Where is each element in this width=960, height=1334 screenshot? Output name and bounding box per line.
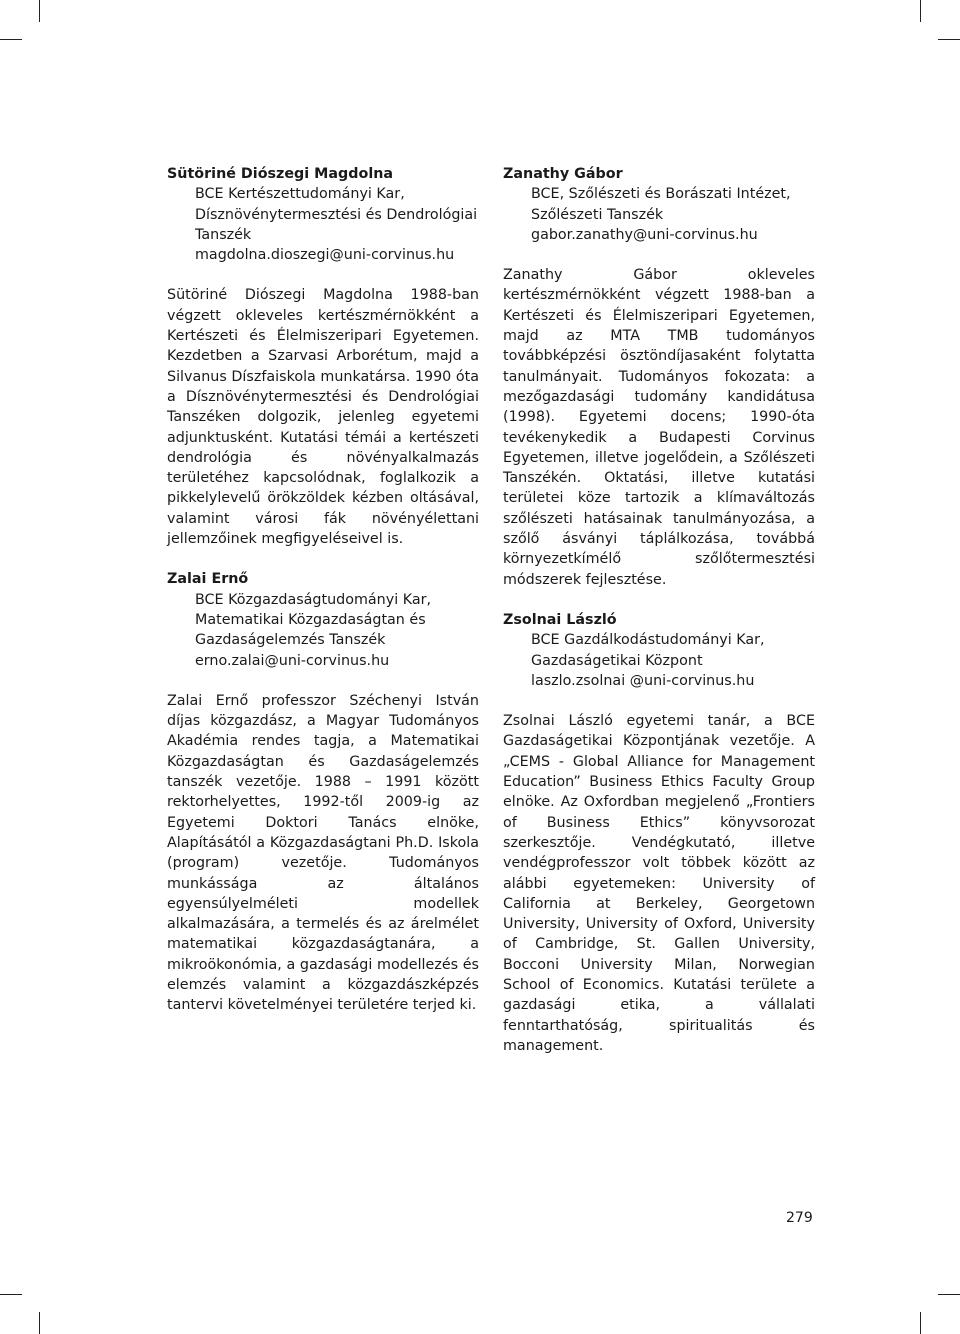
entry-name: Zanathy Gábor bbox=[503, 166, 623, 182]
affiliation-line: Dísznövénytermesztési és Dendrológiai bbox=[195, 206, 478, 223]
email: magdolna.dioszegi@uni-corvinus.hu bbox=[195, 247, 455, 264]
affiliation-line: Gazdaságetikai Központ bbox=[531, 652, 703, 669]
crop-mark-bottom-right-vertical bbox=[920, 1312, 921, 1334]
entry-affiliation bbox=[167, 590, 479, 671]
affiliation-line: Gazdaságelemzés Tanszék bbox=[195, 632, 386, 649]
crop-mark-top-right-horizontal bbox=[938, 39, 960, 40]
email: erno.zalai@uni-corvinus.hu bbox=[195, 652, 390, 669]
affiliation-line: BCE Kertészettudományi Kar, bbox=[195, 186, 405, 203]
entry-bio: Sütöriné Diószegi Magdolna 1988-ban végzett okleveles kertészmérnökként a Kertészeti és Élelmiszeripari Egyetemen. Kezdetben a Szarvasi Arborétum, majd a Silvanus Díszfaiskola munkatársa. 1990 óta a Dísznövénytermesztési és Dendrológiai Tanszéken dolgozik, jelenleg egyetemi adjunktusként. Kutatási témái a kertészeti dendrológia és növényalkalmazás területéhez kapcsolódnak, foglalkozik a pikkelylevelű örökzöldek kézben oltásával, valamint városi fák növényélettani jellemzőinek megfigyeléseivel is. bbox=[167, 287, 479, 548]
entry-affiliation bbox=[503, 184, 815, 245]
crop-mark-top-right-vertical bbox=[920, 0, 921, 22]
email: gabor.zanathy@uni-corvinus.hu bbox=[531, 226, 758, 243]
crop-mark-bottom-left-vertical bbox=[39, 1312, 40, 1334]
crop-mark-bottom-left-horizontal bbox=[0, 1294, 22, 1295]
right-column bbox=[503, 164, 815, 1076]
entry-bio: Zsolnai László egyetemi tanár, a BCE Gazdaságetikai Központjának vezetője. A „CEMS - Global Alliance for Management Education” Business Ethics Faculty Group elnöke. Az Oxfordban megjelenő „Frontiers of Business Ethics” könyvsorozat szerkesztője. Vendégkutató, illetve vendégprofesszor volt többek között az alábbi egyetemeken: University of California at Berkeley, Georgetown University, University of Oxford, University of Cambridge, St. Gallen University, Bocconi University Milan, Norwegian School of Economics. Kutatási területe a gazdasági etika, a vállalati fenntarthatóság, spiritualitás és management. bbox=[503, 713, 815, 1054]
crop-mark-top-left-horizontal bbox=[0, 39, 22, 40]
crop-mark-bottom-right-horizontal bbox=[938, 1294, 960, 1295]
email: laszlo.zsolnai @uni-corvinus.hu bbox=[531, 672, 755, 689]
entry-name: Zalai Ernő bbox=[167, 571, 249, 588]
entry-affiliation bbox=[167, 184, 479, 265]
affiliation-line: BCE Gazdálkodástudományi Kar, bbox=[531, 632, 765, 649]
entry-zanathy bbox=[503, 164, 815, 590]
affiliation-line: Tanszék bbox=[195, 226, 252, 243]
page-number: 279 bbox=[786, 1210, 813, 1226]
entry-name: Zsolnai László bbox=[503, 611, 617, 628]
affiliation-line: Szőlészeti Tanszék bbox=[531, 206, 664, 223]
affiliation-line: BCE Közgazdaságtudományi Kar, bbox=[195, 591, 432, 608]
entry-zsolnai bbox=[503, 610, 815, 1056]
left-column bbox=[167, 164, 479, 1036]
entry-diószegi bbox=[167, 164, 479, 549]
entry-name: Sütöriné Diószegi Magdolna bbox=[167, 166, 394, 182]
entry-zalai bbox=[167, 569, 479, 1015]
entry-bio: Zanathy Gábor okleveles kertészmérnökként végzett 1988-ban a Kertészeti és Élelmiszeripari Egyetemen, majd az MTA TMB tudományos továbbképzési ösztöndíjasaként folytatta tanulmányait. Tudományos fokozata: a mezőgazdasági tudomány kandidátusa (1998). Egyetemi docens; 1990-óta tevékenykedik a Budapesti Corvinus Egyetemen, illetve jogelődein, a Szőlészeti Tanszékén. Oktatási, illetve kutatási területei köze tartozik a klímaváltozás szőlészeti hatásainak tanulmányozása, a szőlő ásványi táplálkozása, továbbá környezetkímélő szőlőtermesztési módszerek fejlesztése. bbox=[503, 267, 815, 588]
crop-mark-top-left-vertical bbox=[39, 0, 40, 22]
entry-bio: Zalai Ernő professzor Széchenyi István díjas közgazdász, a Magyar Tudományos Akadémia rendes tagja, a Matematikai Közgazdaságtan és Gazdaságelemzés tanszék vezetője. 1988 – 1991 között rektorhelyettes, 1992-től 2009-ig az Egyetemi Doktori Tanács elnöke, Alapításától a Közgazdaságtani Ph.D. Iskola (program) vezetője. Tudományos munkássága az általános egyensúlyelméleti modellek alkalmazására, a termelés és az árelmélet matematikai közgazdaságtanára, a mikroökonómia, a gazdasági modellezés és elemzés valamint a közgazdászképzés tantervi követelményei területére terjed ki. bbox=[167, 692, 479, 1014]
affiliation-line: BCE, Szőlészeti és Borászati Intézet, bbox=[531, 186, 791, 203]
affiliation-line: Matematikai Közgazdaságtan és bbox=[195, 611, 426, 628]
entry-affiliation bbox=[503, 630, 815, 691]
